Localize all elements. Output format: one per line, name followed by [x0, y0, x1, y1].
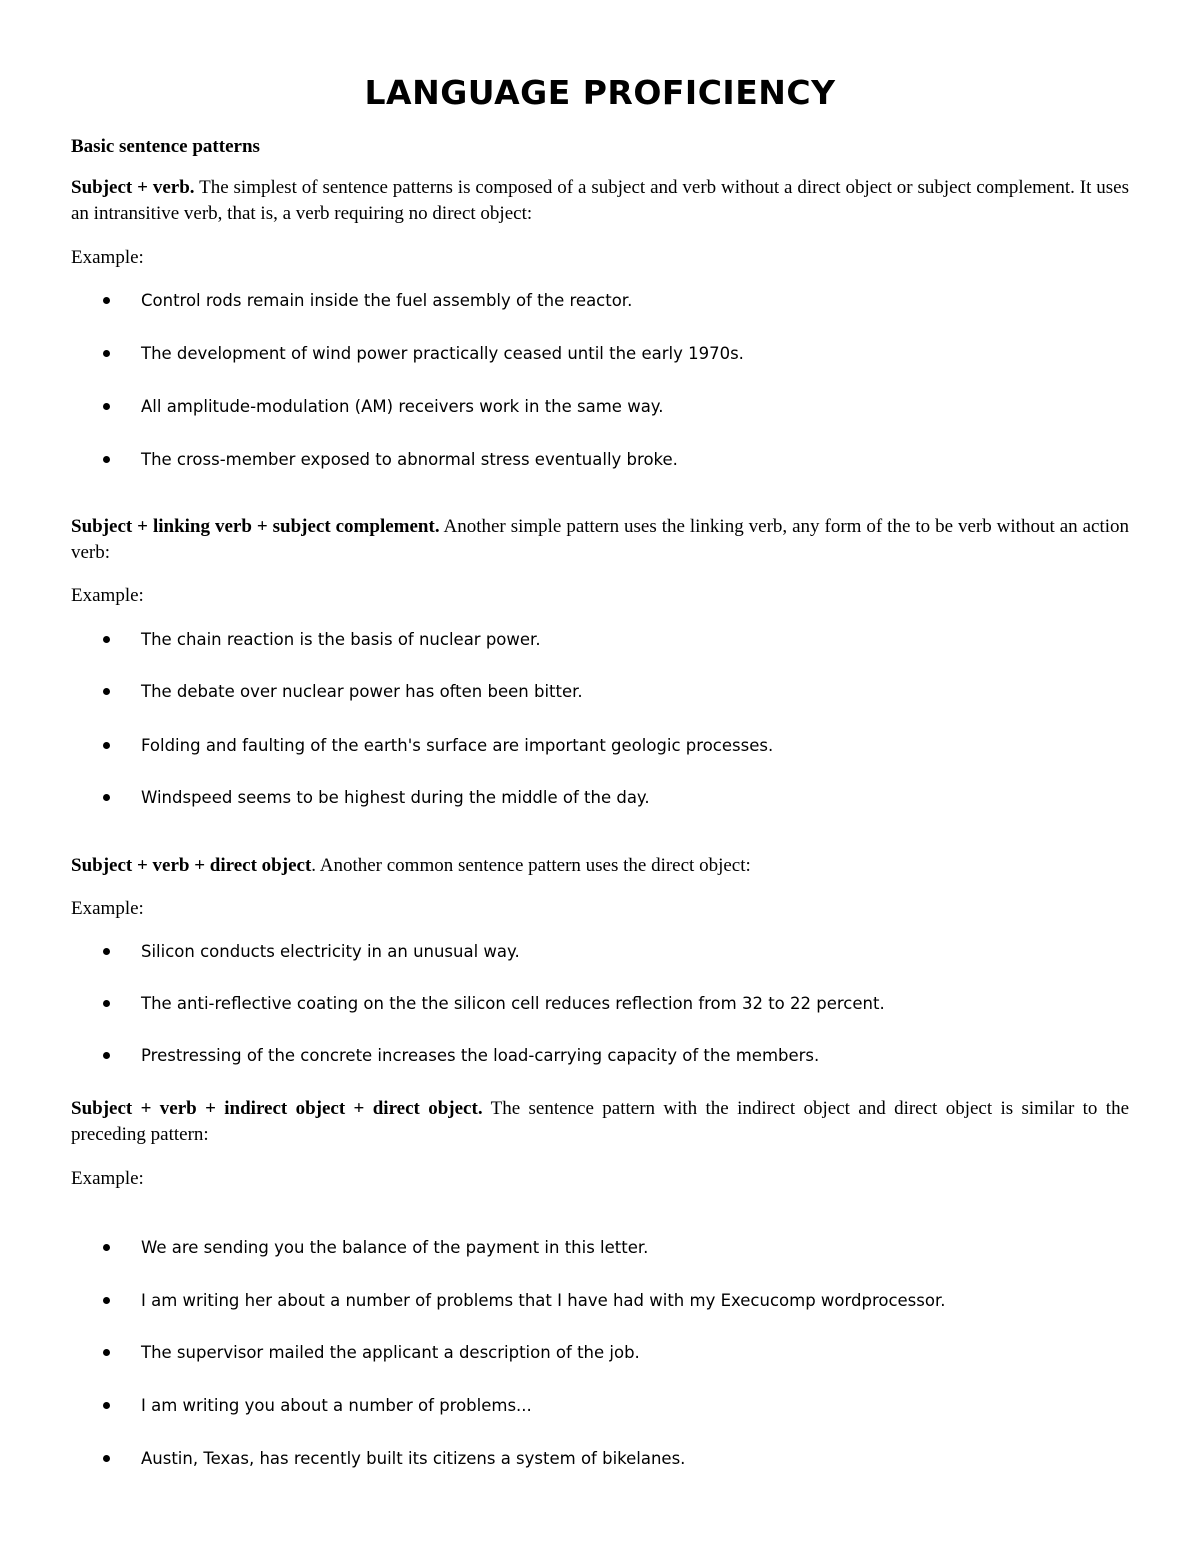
list-item: The supervisor mailed the applicant a description of the job. — [0, 1342, 1200, 1368]
bullet-icon — [103, 403, 110, 410]
section-3-paragraph — [71, 853, 1129, 879]
bullet-icon — [103, 688, 110, 695]
bullet-icon — [103, 297, 110, 304]
section-1-body: The simplest of sentence patterns is composed of a subject and verb without a direct object or subject complement. It uses an intransitive verb, that is, a verb requiring no direct object: — [71, 177, 1130, 224]
list-item: Austin, Texas, has recently built its citizens a system of bikelanes. — [0, 1448, 1200, 1474]
list-item: Control rods remain inside the fuel assembly of the reactor. — [0, 290, 1200, 316]
list-item: The debate over nuclear power has often been bitter. — [0, 681, 1200, 707]
list-item: I am writing you about a number of problems... — [0, 1395, 1200, 1421]
list-item: Prestressing of the concrete increases the load-carrying capacity of the members. — [0, 1045, 1200, 1071]
section-4-paragraph — [71, 1096, 1129, 1148]
section-4-example-label: Example: — [71, 1168, 144, 1189]
section-1-heading: Subject + verb. — [71, 177, 195, 198]
bullet-icon — [103, 1349, 110, 1356]
subheading: Basic sentence patterns — [71, 136, 260, 157]
section-3-body: . Another common sentence pattern uses the direct object: — [311, 855, 751, 876]
section-2-heading: Subject + linking verb + subject complement. — [71, 516, 440, 537]
bullet-icon — [103, 1244, 110, 1251]
list-item: The chain reaction is the basis of nuclear power. — [0, 629, 1200, 655]
section-1-paragraph — [71, 175, 1129, 227]
list-item: The anti-reflective coating on the the silicon cell reduces reflection from 32 to 22 percent. — [0, 993, 1200, 1019]
bullet-icon — [103, 1000, 110, 1007]
list-item: The development of wind power practically ceased until the early 1970s. — [0, 343, 1200, 369]
bullet-icon — [103, 742, 110, 749]
list-item: All amplitude-modulation (AM) receivers work in the same way. — [0, 396, 1200, 422]
bullet-icon — [103, 1297, 110, 1304]
bullet-icon — [103, 456, 110, 463]
section-2-body: Another simple pattern uses the linking verb, any form of the to be verb without an action verb: — [71, 516, 1130, 563]
section-4-heading: Subject + verb + indirect object + direct object. — [71, 1098, 483, 1119]
list-item: Folding and faulting of the earth's surface are important geologic processes. — [0, 735, 1200, 761]
list-item: We are sending you the balance of the payment in this letter. — [0, 1237, 1200, 1263]
list-item: I am writing her about a number of problems that I have had with my Execucomp wordprocessor. — [0, 1290, 1200, 1316]
section-3-example-label: Example: — [71, 898, 144, 919]
list-item: The cross-member exposed to abnormal stress eventually broke. — [0, 449, 1200, 475]
bullet-icon — [103, 948, 110, 955]
bullet-icon — [103, 1052, 110, 1059]
list-item: Windspeed seems to be highest during the middle of the day. — [0, 787, 1200, 813]
section-1-example-label: Example: — [71, 247, 144, 268]
section-2-example-label: Example: — [71, 585, 144, 606]
bullet-icon — [103, 1455, 110, 1462]
bullet-icon — [103, 1402, 110, 1409]
bullet-icon — [103, 636, 110, 643]
list-item: Silicon conducts electricity in an unusual way. — [0, 941, 1200, 967]
bullet-icon — [103, 794, 110, 801]
section-4-body: The sentence pattern with the indirect object and direct object is similar to the preceding pattern: — [71, 1098, 1129, 1145]
bullet-icon — [103, 350, 110, 357]
page-title: LANGUAGE PROFICIENCY — [364, 73, 836, 112]
section-2-paragraph — [71, 514, 1129, 566]
section-3-heading: Subject + verb + direct object — [71, 855, 312, 876]
